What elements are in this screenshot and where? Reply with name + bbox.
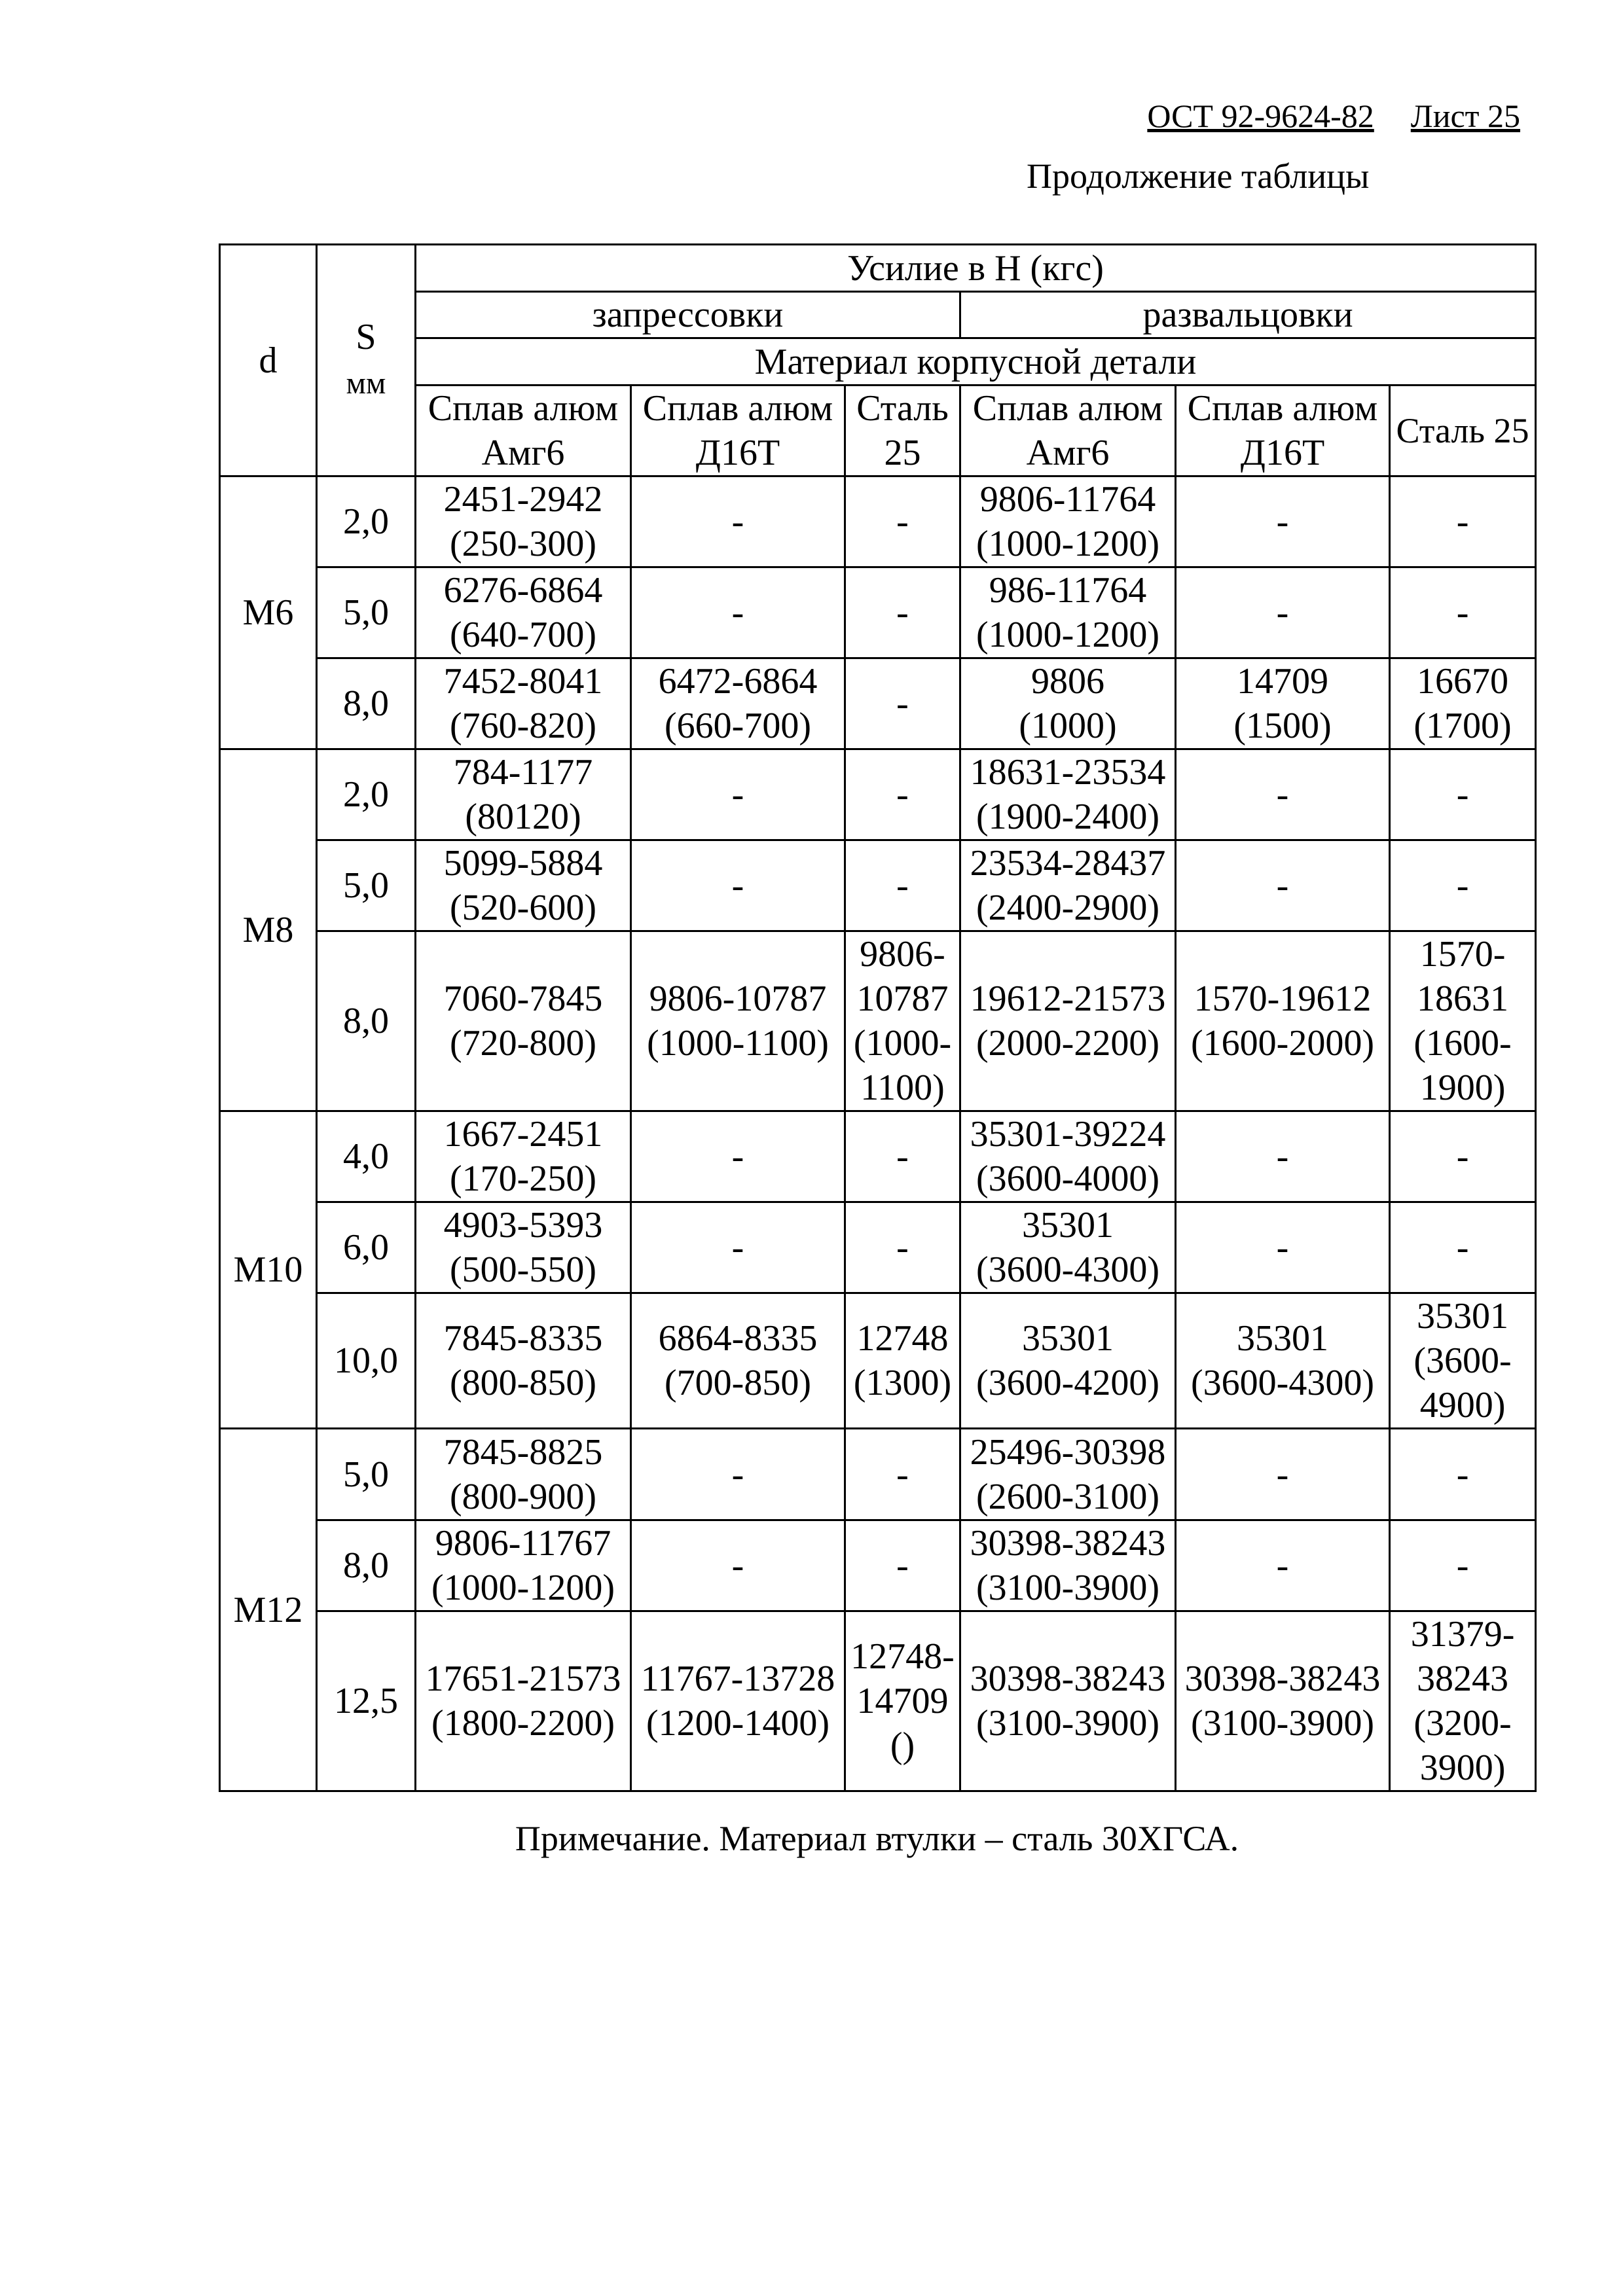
table-row [220, 658, 1536, 749]
force-value-cell: 30398-38243 (3100-3900) [1176, 1611, 1390, 1791]
header-s [317, 245, 416, 476]
force-value-cell: 23534-28437 (2400-2900) [960, 840, 1176, 931]
document-header [1147, 97, 1520, 135]
header-material-2: Сталь 25 [845, 386, 960, 476]
table-row [220, 749, 1536, 840]
header-s-unit: мм [346, 366, 386, 401]
force-value-cell: - [1176, 476, 1390, 567]
thickness-cell: 5,0 [317, 567, 416, 658]
force-value-cell: - [845, 476, 960, 567]
force-value-cell: - [1176, 1520, 1390, 1611]
force-value-cell: - [631, 567, 845, 658]
force-value-cell: - [631, 1202, 845, 1293]
force-value-cell: 14709 (1500) [1176, 658, 1390, 749]
force-value-cell: - [1390, 1111, 1536, 1202]
force-value-cell: 2451-2942 (250-300) [416, 476, 631, 567]
force-value-cell: - [1176, 1202, 1390, 1293]
force-value-cell: 17651-21573 (1800-2200) [416, 1611, 631, 1791]
force-value-cell: - [631, 1429, 845, 1520]
force-value-cell: 35301 (3600-4300) [960, 1202, 1176, 1293]
force-value-cell: - [845, 840, 960, 931]
force-value-cell: - [845, 1202, 960, 1293]
header-flaring: развальцовки [960, 292, 1536, 338]
force-value-cell: 31379- 38243 (3200- 3900) [1390, 1611, 1536, 1791]
force-value-cell: - [631, 1520, 845, 1611]
force-value-cell: 1570- 18631 (1600- 1900) [1390, 931, 1536, 1111]
thickness-cell: 8,0 [317, 931, 416, 1111]
header-force: Усилие в Н (кгс) [416, 245, 1536, 292]
force-value-cell: - [845, 1429, 960, 1520]
table-row [220, 567, 1536, 658]
table-row [220, 840, 1536, 931]
force-value-cell: 25496-30398 (2600-3100) [960, 1429, 1176, 1520]
force-value-cell: 7845-8825 (800-900) [416, 1429, 631, 1520]
force-value-cell: - [631, 840, 845, 931]
thickness-cell: 5,0 [317, 1429, 416, 1520]
force-value-cell: 18631-23534 (1900-2400) [960, 749, 1176, 840]
force-value-cell: 16670 (1700) [1390, 658, 1536, 749]
thickness-cell: 10,0 [317, 1293, 416, 1429]
force-value-cell: 9806-11764 (1000-1200) [960, 476, 1176, 567]
force-value-cell: - [1176, 1429, 1390, 1520]
force-value-cell: - [631, 476, 845, 567]
force-value-cell: 11767-13728 (1200-1400) [631, 1611, 845, 1791]
header-material-1: Сплав алюм Д16Т [631, 386, 845, 476]
header-pressing: запрессовки [416, 292, 960, 338]
force-value-cell: 7060-7845 (720-800) [416, 931, 631, 1111]
force-table [219, 243, 1537, 1792]
thickness-cell: 12,5 [317, 1611, 416, 1791]
force-value-cell: 30398-38243 (3100-3900) [960, 1520, 1176, 1611]
force-value-cell: 4903-5393 (500-550) [416, 1202, 631, 1293]
table-row [220, 1429, 1536, 1520]
force-value-cell: - [631, 1111, 845, 1202]
force-value-cell: - [1390, 1520, 1536, 1611]
force-value-cell: 7452-8041 (760-820) [416, 658, 631, 749]
thickness-cell: 4,0 [317, 1111, 416, 1202]
thickness-cell: 8,0 [317, 658, 416, 749]
force-value-cell: - [1390, 1429, 1536, 1520]
force-value-cell: - [845, 1111, 960, 1202]
force-value-cell: - [845, 1520, 960, 1611]
header-material-4: Сплав алюм Д16Т [1176, 386, 1390, 476]
thickness-cell: 6,0 [317, 1202, 416, 1293]
force-value-cell: 35301-39224 (3600-4000) [960, 1111, 1176, 1202]
header-material-5: Сталь 25 [1390, 386, 1536, 476]
force-value-cell: 1667-2451 (170-250) [416, 1111, 631, 1202]
force-value-cell: 986-11764 (1000-1200) [960, 567, 1176, 658]
table-row [220, 476, 1536, 567]
force-value-cell: - [1390, 840, 1536, 931]
thickness-cell: 2,0 [317, 749, 416, 840]
table-row [220, 1202, 1536, 1293]
thickness-cell: 5,0 [317, 840, 416, 931]
force-value-cell: - [631, 749, 845, 840]
force-value-cell: 12748 (1300) [845, 1293, 960, 1429]
force-value-cell: 7845-8335 (800-850) [416, 1293, 631, 1429]
force-value-cell: - [845, 658, 960, 749]
table-row [220, 1520, 1536, 1611]
table-row [220, 1293, 1536, 1429]
thread-size-cell: М6 [220, 476, 317, 749]
force-value-cell: - [1390, 1202, 1536, 1293]
force-value-cell: 19612-21573 (2000-2200) [960, 931, 1176, 1111]
force-value-cell: - [1176, 749, 1390, 840]
thread-size-cell: М10 [220, 1111, 317, 1429]
table-row [220, 931, 1536, 1111]
thread-size-cell: М12 [220, 1429, 317, 1791]
table-continuation-label: Продолжение таблицы [1027, 156, 1370, 196]
force-value-cell: - [1390, 567, 1536, 658]
force-value-cell: 12748- 14709 () [845, 1611, 960, 1791]
sheet-number: Лист 25 [1410, 98, 1520, 134]
force-value-cell: 784-1177 (80120) [416, 749, 631, 840]
table-row [220, 1611, 1536, 1791]
force-value-cell: 6472-6864 (660-700) [631, 658, 845, 749]
force-value-cell: - [1390, 476, 1536, 567]
force-value-cell: 9806-10787 (1000-1100) [631, 931, 845, 1111]
header-s-label: S [356, 317, 376, 357]
force-value-cell: - [845, 749, 960, 840]
force-value-cell: - [845, 567, 960, 658]
table-note: Примечание. Материал втулки – сталь 30ХГСА. [515, 1819, 1239, 1858]
force-value-cell: - [1390, 749, 1536, 840]
force-value-cell: 35301 (3600-4300) [1176, 1293, 1390, 1429]
force-value-cell: 9806- 10787 (1000- 1100) [845, 931, 960, 1111]
thickness-cell: 2,0 [317, 476, 416, 567]
force-value-cell: 35301 (3600-4200) [960, 1293, 1176, 1429]
thickness-cell: 8,0 [317, 1520, 416, 1611]
force-value-cell: 9806 (1000) [960, 658, 1176, 749]
force-value-cell: 30398-38243 (3100-3900) [960, 1611, 1176, 1791]
table-row [220, 1111, 1536, 1202]
header-material: Материал корпусной детали [416, 338, 1536, 386]
force-value-cell: 1570-19612 (1600-2000) [1176, 931, 1390, 1111]
force-value-cell: 9806-11767 (1000-1200) [416, 1520, 631, 1611]
force-value-cell: 6276-6864 (640-700) [416, 567, 631, 658]
document-code: ОСТ 92-9624-82 [1147, 98, 1374, 134]
force-value-cell: - [1176, 1111, 1390, 1202]
force-value-cell: - [1176, 840, 1390, 931]
header-material-0: Сплав алюм Амг6 [416, 386, 631, 476]
header-d: d [220, 245, 317, 476]
force-value-cell: 5099-5884 (520-600) [416, 840, 631, 931]
header-material-3: Сплав алюм Амг6 [960, 386, 1176, 476]
force-value-cell: 35301 (3600- 4900) [1390, 1293, 1536, 1429]
thread-size-cell: М8 [220, 749, 317, 1111]
force-value-cell: - [1176, 567, 1390, 658]
force-value-cell: 6864-8335 (700-850) [631, 1293, 845, 1429]
